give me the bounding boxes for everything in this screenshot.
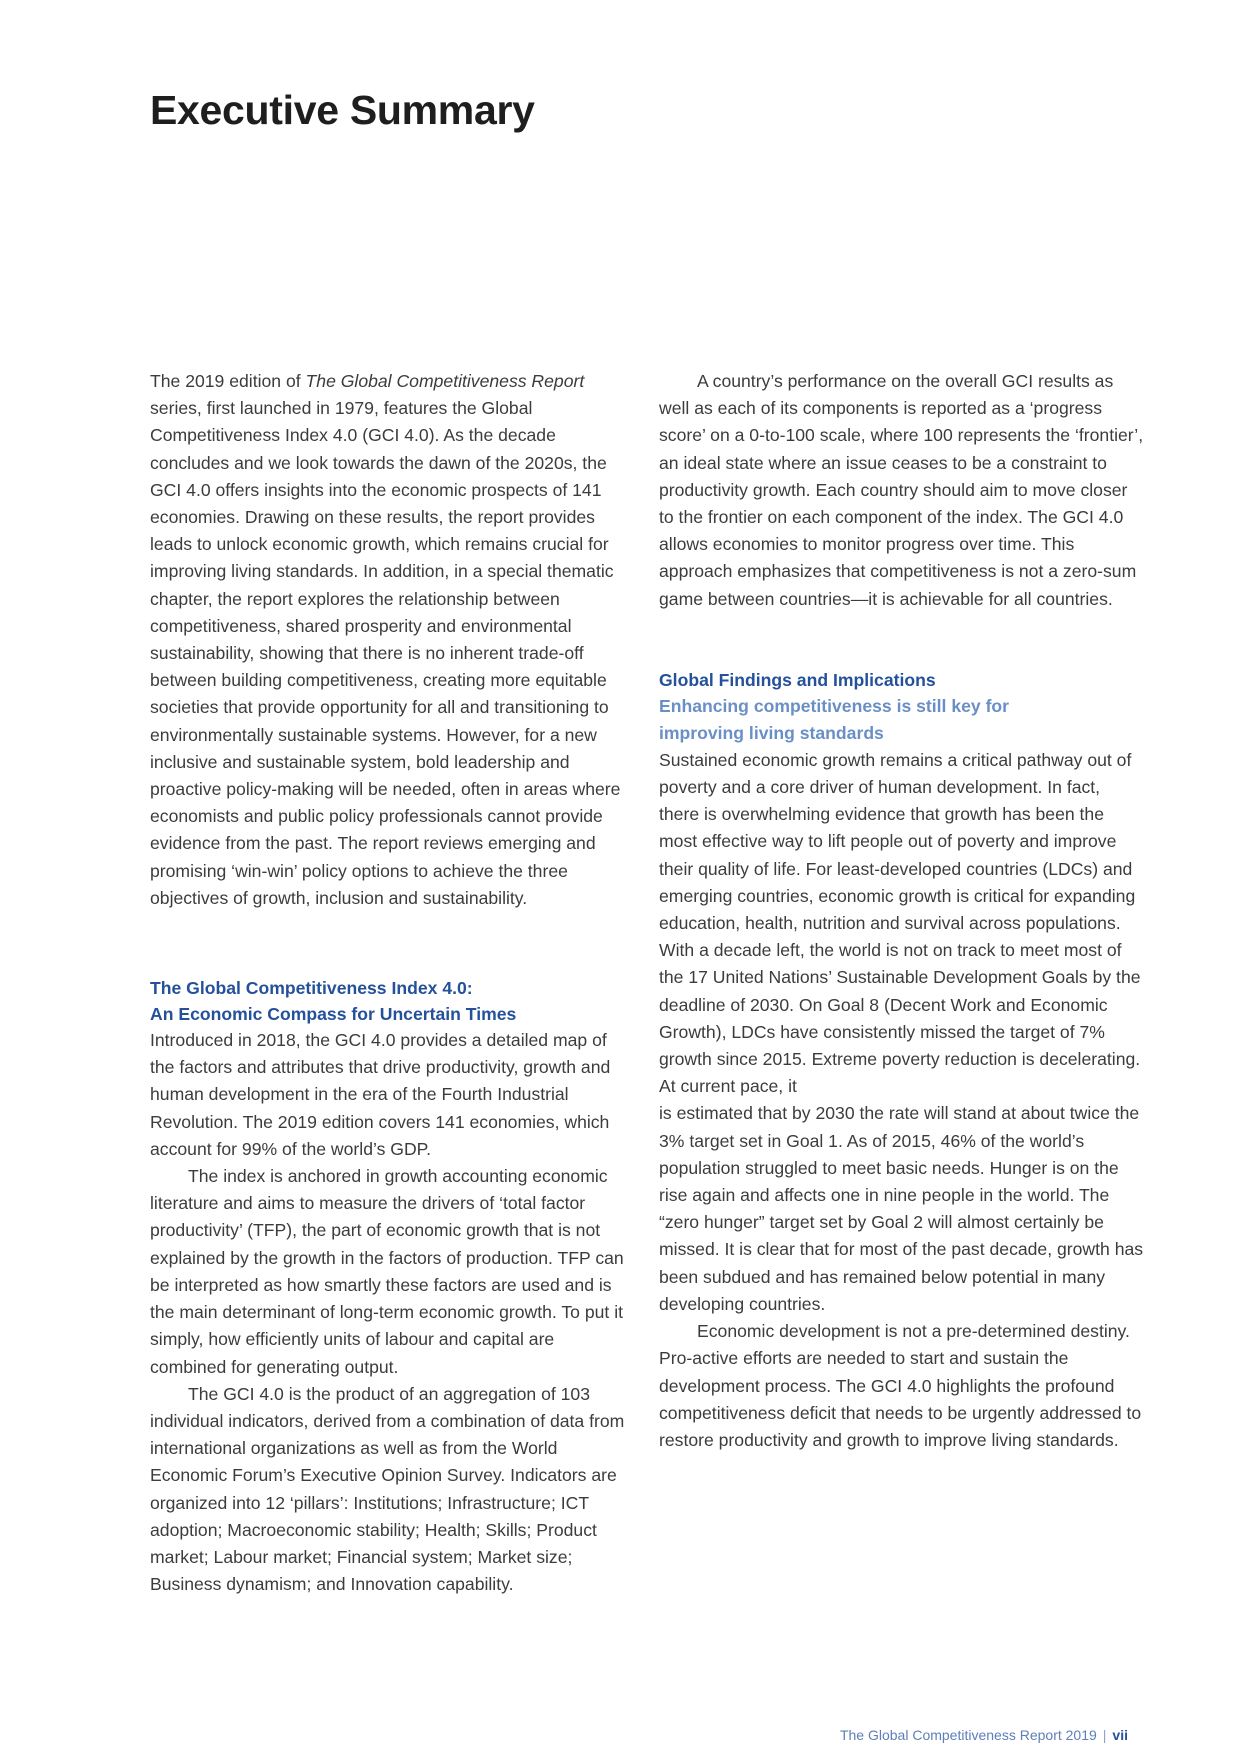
intro-text-post: series, first launched in 1979, features the Global Competitiveness Index 4.0 (GCI 4.0). As the decade concludes and we look towards the dawn of the 2020s, the GCI 4.0 offers insights into the economic prospects of 141 economies. Drawing on these results, the report provides leads to unlock economic growth, which remains crucial for improving living standards. In addition, in a special thematic chapter, the report explores the relationship between competitiveness, shared prosperity and environmental sustainability, showing that there is no inherent trade-off between building competitiveness, creating more equitable societies that provide opportunity for all and transitioning to environmentally sustainable systems. However, for a new inclusive and sustainable system, bold leadership and proactive policy-making will be needed, often in areas where economists and public policy professionals cannot provide evidence from the past. The report reviews emerging and promising ‘win-win’ policy options to achieve the three objectives of growth, inclusion and sustainability. [150,398,621,908]
left-column [150,368,630,1598]
global-findings-heading: Global Findings and Implications [659,669,936,690]
page-number: vii [1112,1727,1128,1743]
subheading-line2: improving living standards [659,722,884,743]
gci-heading-line1: The Global Competitiveness Index 4.0: [150,978,473,999]
report-title-italic: The Global Competitiveness Report [305,371,585,391]
page-footer [840,1726,1128,1744]
right-column [659,368,1144,1454]
development-paragraph: Economic development is not a pre-determined destiny. Pro-active efforts are needed to start and sustain the development process. The GCI 4.0 highlights the profound competitiveness deficit that needs to be urgently addressed to restore productivity and growth to improve living standards. [659,1321,1142,1450]
intro-text-pre: The 2019 edition of [150,371,306,391]
footer-separator: | [1102,1727,1107,1743]
gci-paragraph-2: The index is anchored in growth accounting economic literature and aims to measure the drivers of ‘total factor productivity’ (TFP), the part of economic growth that is not explained by the growth in the factors of production. TFP can be interpreted as how smartly these factors are used and is the main determinant of long-term economic growth. To put it simply, how efficiently units of labour and capital are combined for generating output. [150,1166,624,1377]
gci-section-heading [150,975,630,1027]
gci-heading-line2: An Economic Compass for Uncertain Times [150,1004,517,1025]
progress-score-paragraph: A country’s performance on the overall GCI results as well as each of its components is reported as a ‘progress score’ on a 0-to-100 scale, where 100 represents the ‘frontier’, an ideal state where an issue ceases to be a constraint to productivity growth. Each country should aim to move closer to the frontier on each component of the index. The GCI 4.0 allows economies to monitor progress over time. This approach emphasizes that competitiveness is not a zero-sum game between countries—it is achievable for all countries. [659,371,1144,609]
footer-report-title: The Global Competitiveness Report 2019 [839,1727,1097,1743]
intro-paragraph [150,368,630,912]
growth-paragraph-1-continued: is estimated that by 2030 the rate will stand at about twice the 3% target set in Goal 1. As of 2015, 46% of the world’s population struggled to meet basic needs. Hunger is on the rise again and affects one in nine people in the world. The “zero hunger” target set by Goal 2 will almost certainly be missed. It is clear that for most of the past decade, growth has been subdued and has remained below potential in many developing countries. [659,1103,1144,1314]
gci-paragraph-3: The GCI 4.0 is the product of an aggregation of 103 individual indicators, derived from a combination of data from international organizations as well as from the World Economic Forum’s Executive Opinion Survey. Indicators are organized into 12 ‘pillars’: Institutions; Infrastructure; ICT adoption; Macroeconomic stability; Health; Skills; Product market; Labour market; Financial system; Market size; Business dynamism; and Innovation capability. [150,1383,625,1595]
gci-paragraph-1: Introduced in 2018, the GCI 4.0 provides a detailed map of the factors and attributes that drive productivity, growth and human development in the era of the Fourth Industrial Revolution. The 2019 edition covers 141 economies, which account for 99% of the world’s GDP. [150,1030,611,1159]
page-title: Executive Summary [150,87,535,133]
subheading-line1: Enhancing competitiveness is still key for [659,695,1010,716]
competitiveness-subheading [659,693,1144,747]
growth-paragraph-1: Sustained economic growth remains a critical pathway out of poverty and a core driver of human development. In fact, there is overwhelming evidence that growth has been the most effective way to lift people out of poverty and improve their quality of life. For least-developed countries (LDCs) and emerging countries, economic growth is critical for expanding education, health, nutrition and survival across populations. With a decade left, the world is not on track to meet most of the 17 United Nations’ Sustainable Development Goals by the deadline of 2030. On Goal 8 (Decent Work and Economic Growth), LDCs have consistently missed the target of 7% growth since 2015. Extreme poverty reduction is decelerating. At current pace, it [659,749,1141,1097]
